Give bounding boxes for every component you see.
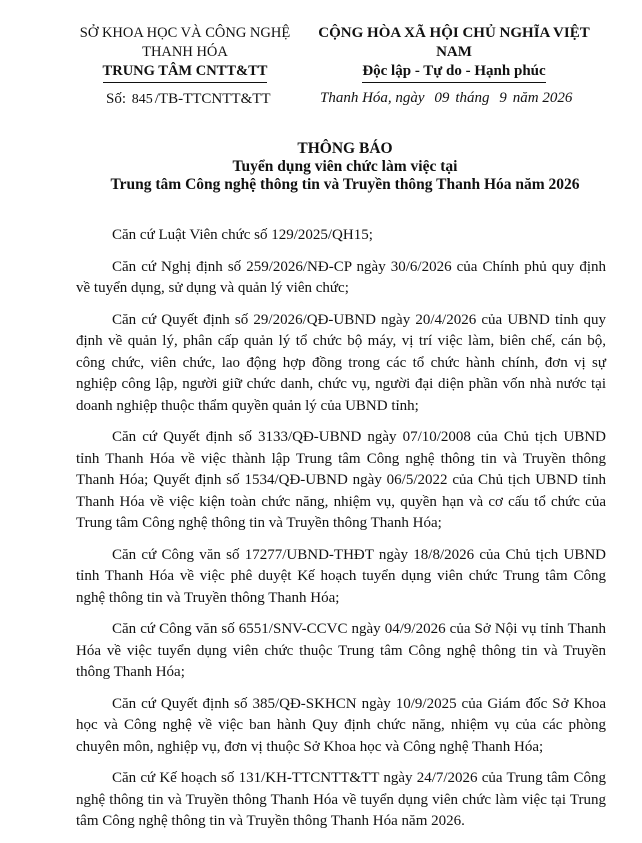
national-heading-block bbox=[304, 24, 604, 83]
national-motto: Độc lập - Tự do - Hạnh phúc bbox=[362, 62, 545, 83]
document-title-block bbox=[60, 140, 630, 194]
legal-basis-paragraph: Căn cứ Nghị định số 259/2026/NĐ-CP ngày 30/6/2026 của Chính phủ quy định về tuyển dụng, sử dụng và quản lý viên chức; bbox=[76, 258, 606, 296]
doc-number-prefix: Số: bbox=[106, 91, 127, 107]
document-type-title: THÔNG BÁO bbox=[297, 140, 393, 157]
doc-number-suffix: /TB-TTCNTT&TT bbox=[154, 91, 271, 107]
legal-basis-paragraph: Căn cứ Quyết định số 385/QĐ-SKHCN ngày 10/9/2025 của Giám đốc Sở Khoa học và Công nghệ về việc ban hành Quy định chức năng, nhiệm vụ của các phòng chuyên môn, nghiệp vụ, đơn vị thuộc Sở Khoa học và Công nghệ Thanh Hóa; bbox=[76, 695, 606, 755]
legal-basis-paragraph: Căn cứ Kế hoạch số 131/KH-TTCNTT&TT ngày 24/7/2026 của Trung tâm Công nghệ thông tin và Truyền thông Thanh Hóa về tuyển dụng viên chức làm việc tại Trung tâm Công nghệ thông tin và Truyền thông Thanh Hóa năm 2026. bbox=[76, 770, 606, 829]
legal-basis-paragraph: Căn cứ Quyết định số 29/2026/QĐ-UBND ngày 20/4/2026 của UBND tỉnh quy định về quản lý, phân cấp quản lý tổ chức bộ máy, vị trí việc làm, biên chế, cán bộ, công chức, viên chức, lao động hợp đồng trong các tổ chức hành chính, đơn vị sự nghiệp công lập, người giữ chức danh, chức vụ, người đại diện phần vốn nhà nước tại doanh nghiệp thuộc thẩm quyền quản lý của UBND tỉnh; bbox=[76, 311, 606, 414]
doc-number-value: 845 bbox=[131, 92, 153, 107]
date-month: 9 bbox=[499, 90, 507, 106]
month-label: tháng bbox=[455, 90, 490, 106]
document-subtitle-line1: Tuyển dụng viên chức làm việc tại bbox=[232, 158, 458, 175]
ministry-name-line2: THANH HÓA bbox=[142, 44, 228, 60]
document-subtitle-line2: Trung tâm Công nghệ thông tin và Truyền thông Thanh Hóa năm 2026 bbox=[110, 176, 580, 193]
unit-name: TRUNG TÂM CNTT&TT bbox=[103, 62, 268, 83]
legal-basis-section bbox=[76, 225, 606, 843]
document-number bbox=[106, 91, 271, 108]
place-label: Thanh Hóa, ngày bbox=[320, 90, 425, 106]
year-label: năm 2026 bbox=[512, 90, 573, 106]
ministry-name-line1: SỞ KHOA HỌC VÀ CÔNG NGHỆ bbox=[79, 25, 291, 41]
issuing-agency-block bbox=[60, 24, 310, 83]
legal-basis-paragraph: Căn cứ Công văn số 6551/SNV-CCVC ngày 04/9/2026 của Sở Nội vụ tỉnh Thanh Hóa về việc tuyển dụng viên chức thuộc Trung tâm Công nghệ thông tin và Truyền thông Thanh Hóa; bbox=[76, 621, 606, 680]
legal-basis-paragraph: Căn cứ Công văn số 17277/UBND-THĐT ngày 18/8/2026 của Chủ tịch UBND tỉnh Thanh Hóa về việc phê duyệt Kế hoạch tuyển dụng viên chức Trung tâm Công nghệ thông tin và Truyền thông Thanh Hóa; bbox=[76, 546, 606, 606]
legal-basis-paragraph: Căn cứ Quyết định số 3133/QĐ-UBND ngày 07/10/2008 của Chủ tịch UBND tỉnh Thanh Hóa về việc thành lập Trung tâm Công nghệ thông tin và Truyền thông Thanh Hóa; Quyết định số 1534/QĐ-UBND ngày 06/5/2022 của Chủ tịch UBND tỉnh Thanh Hóa về việc kiện toàn chức năng, nhiệm vụ, quyền hạn và cơ cấu tổ chức của Trung tâm Công nghệ thông tin và Truyền thông Thanh Hóa; bbox=[76, 429, 606, 531]
date-day: 09 bbox=[434, 90, 450, 106]
nation-name: CỘNG HÒA XÃ HỘI CHỦ NGHĨA VIỆT NAM bbox=[318, 25, 590, 60]
legal-basis-paragraph: Căn cứ Luật Viên chức số 129/2025/QH15; bbox=[112, 227, 373, 243]
place-and-date bbox=[320, 90, 572, 107]
